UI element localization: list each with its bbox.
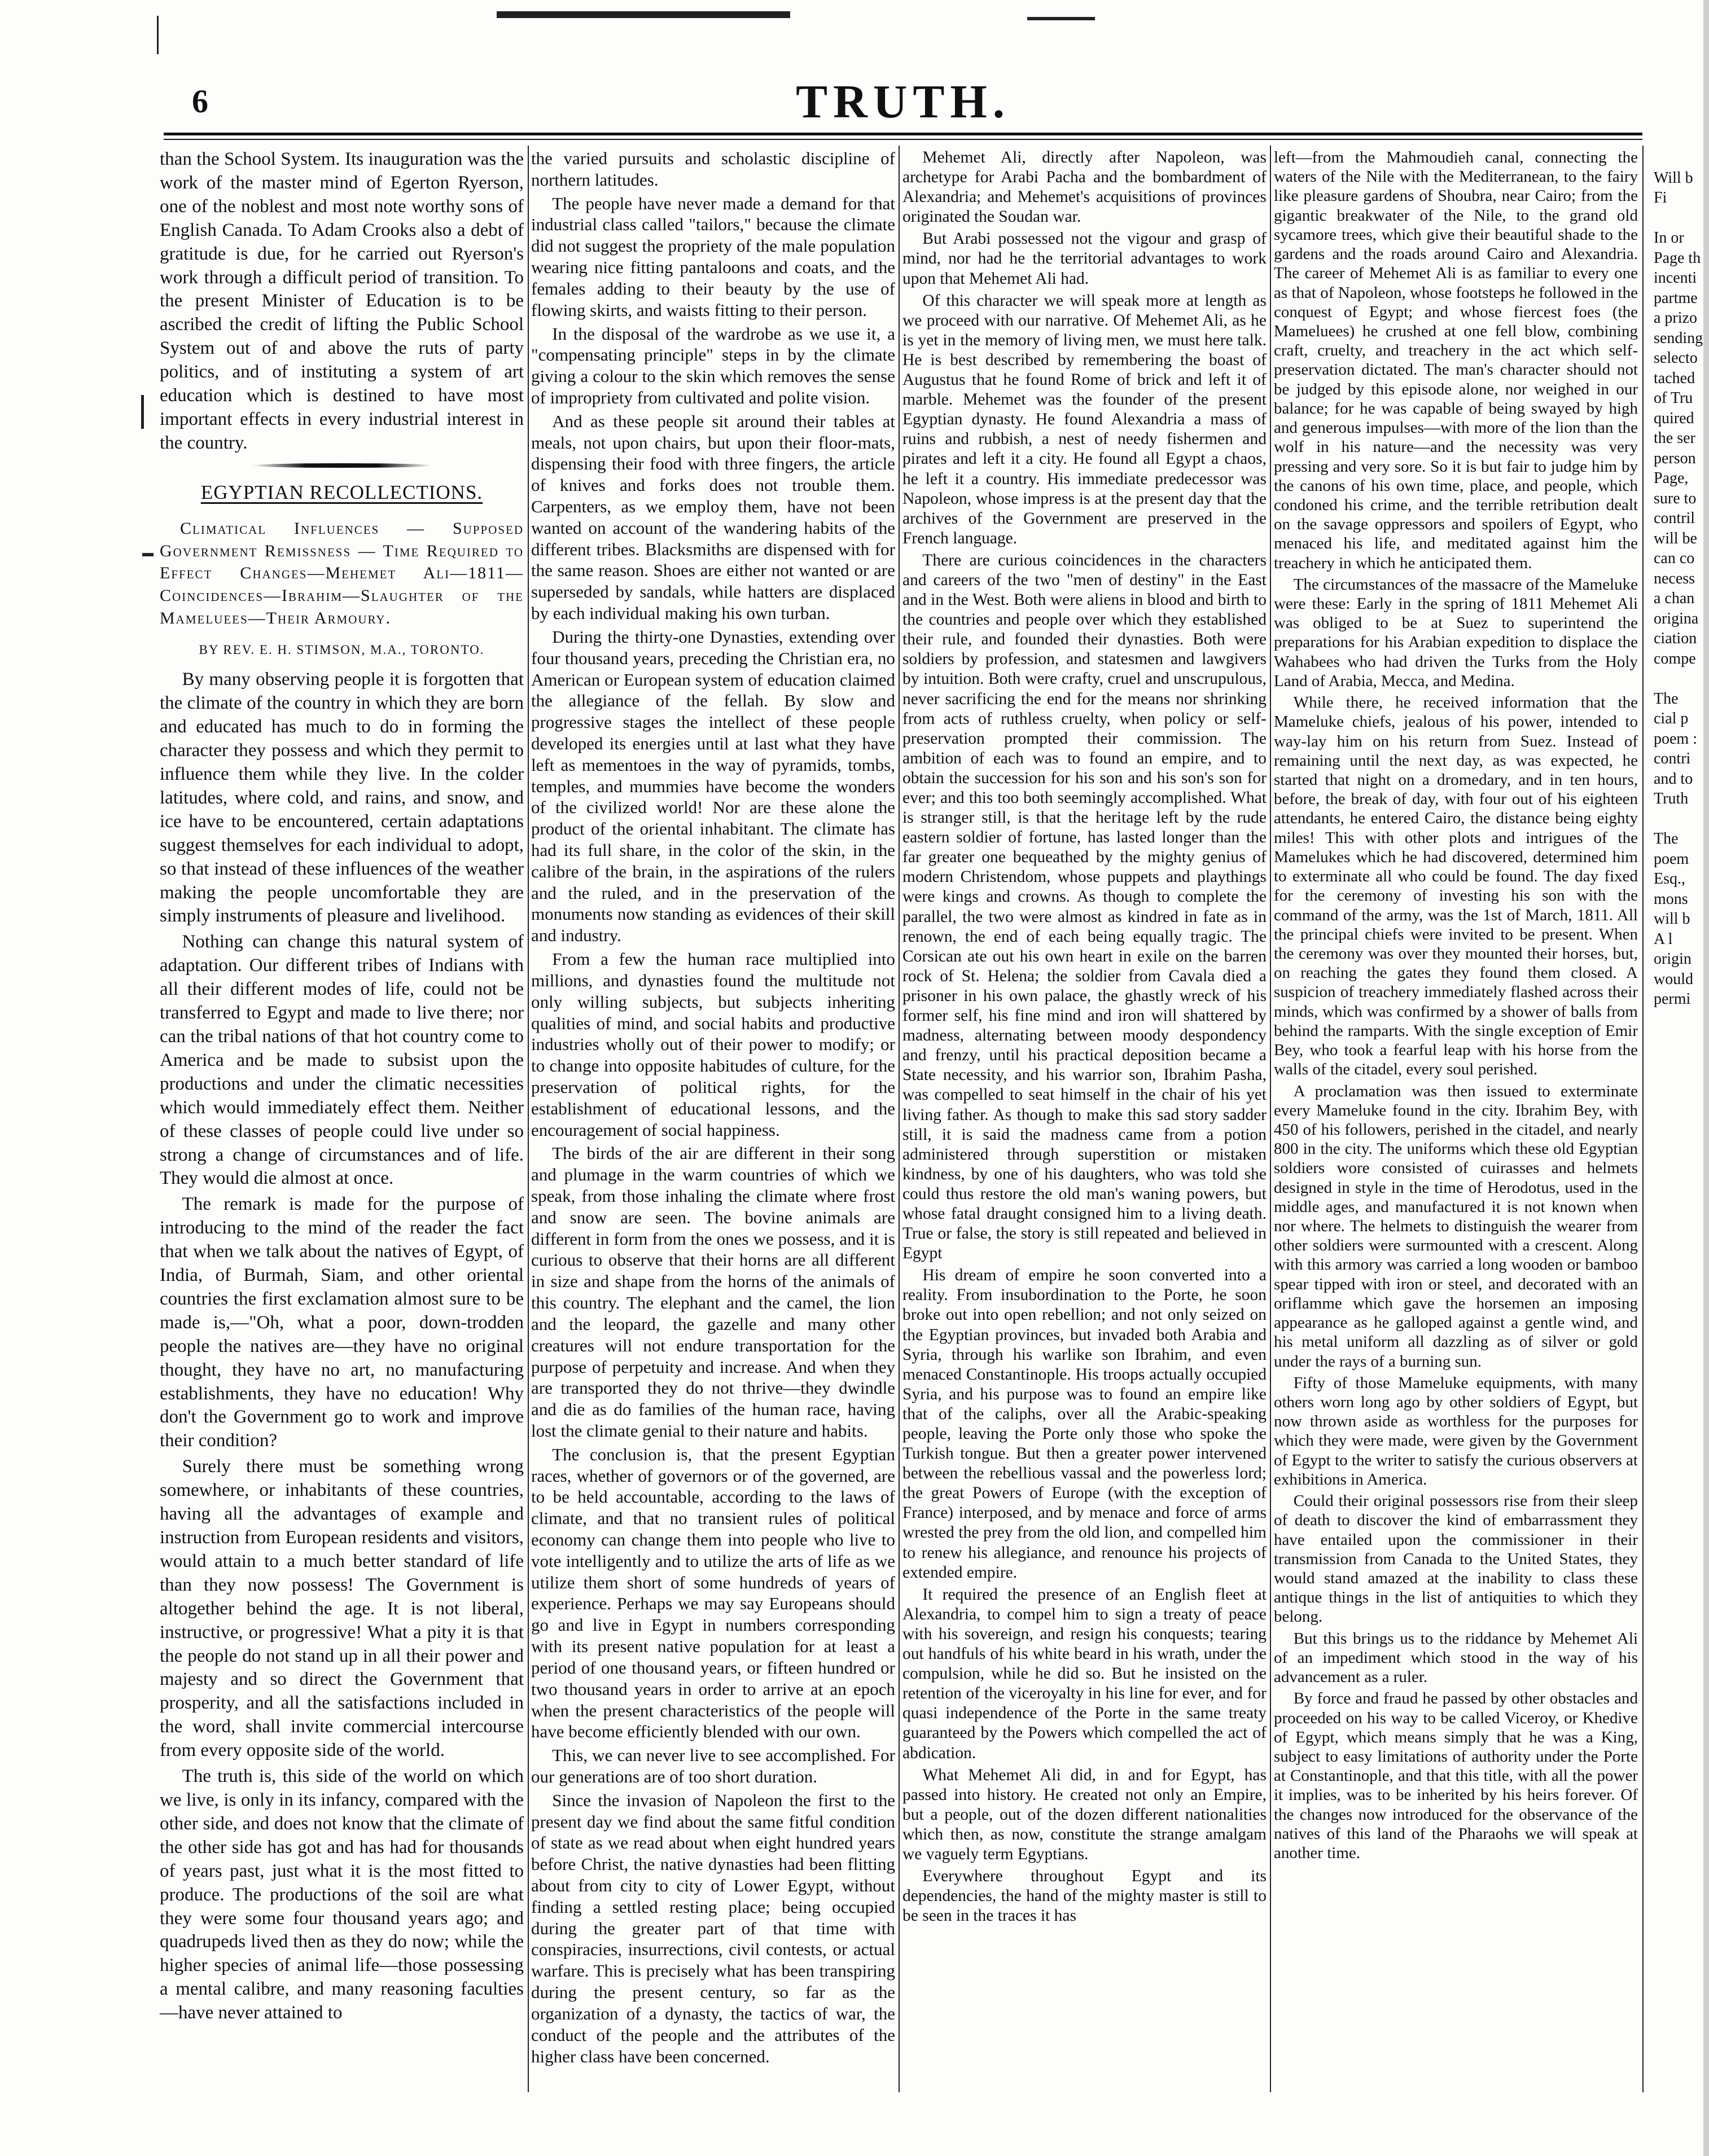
section-divider — [252, 463, 432, 468]
paragraph: Mehemet Ali, directly after Napoleon, was archetype for Arabi Pacha and the bombardment of Alexandria; and Mehemet's acquisitions of provinces originated the Soudan war. — [902, 148, 1267, 226]
article-byline: BY REV. E. H. STIMSON, M.A., TORONTO. — [199, 643, 485, 657]
neighbor-fragment: quired — [1654, 409, 1694, 427]
paragraph: Could their original possessors rise from their sleep of death to discover the kind of embarrassment they have entailed upon the commissioner in their transmission from Canada to the United States, they would stand amazed at the inability to class these antique things in the list of antiquities to which they belong. — [1274, 1492, 1638, 1626]
article-subheads: Climatical Influences — Supposed Government Remissness — Time Required to Effect Changes—Mehemet Ali—1811—Coincidences—Ibrahim—Slaughter of the Mameluees—Their Armoury. — [160, 519, 524, 627]
paragraph: The people have never made a demand for that industrial class called "tailors," because the climate did not suggest the propriety of the male population wearing nice fitting pantaloons and coats, and the females adding to their beauty by the use of flowing skirts, and waists fitting to their person. — [531, 193, 895, 320]
scan-mark-top-left — [157, 16, 159, 54]
paragraph: The truth is, this side of the world on which we live, is only in its infancy, compared with the other side, and does not know that the climate of the other side has got and has had for thousands of years past, just what it is the most fitted to produce. The productions of the soil are what they were some four thousand years ago; and quadrupeds lived then as they do now; while the higher species of animal life—those possessing a mental calibre, and many reasoning faculties—have never attained to — [160, 1766, 524, 2023]
header-rule-thin — [164, 139, 1642, 140]
neighbor-fragment: poem — [1654, 850, 1689, 868]
neighbor-fragment: of Tru — [1654, 389, 1693, 407]
neighbor-fragment: cial p — [1654, 710, 1689, 727]
column-1 — [160, 148, 524, 2089]
neighbor-fragment: and to — [1654, 770, 1693, 788]
neighbor-fragment — [1654, 809, 1709, 829]
paragraph: Of this character we will speak more at length as we proceed with our narrative. Of Mehemet Ali, as he is yet in the memory of living men, we must here talk. He is best described by remembering the boast of Augustus that he found Rome of brick and left it of marble. Mehemet was the founder of the present Egyptian dynasty. He found Alexandria a mass of ruins and rubbish, a nest of needy fishermen and pirates and left it a city. He found all Egypt a chaos, he left it a country. His immediate predecessor was Napoleon, whose impress is at the present day that the archives of the Government are preserved in the French language. — [902, 291, 1267, 547]
neighbor-fragment: origin — [1654, 950, 1692, 968]
header-rule-thick — [164, 133, 1642, 135]
paragraph: From a few the human race multiplied into millions, and dynasties found the multitude not only willing subjects, but subjects inheriting qualities of mind, and social habits and productive industries wholly out of their power to modify; or to change into opposite habitudes of culture, for the preservation of political rights, for the establishment of educational lessons, and the encouragement of social happiness. — [531, 949, 895, 1140]
paragraph: The remark is made for the purpose of introducing to the mind of the reader the fact that when we talk about the natives of Egypt, of India, of Burmah, Siam, and other oriental countries the first exclamation almost sure to be made is,—"Oh, what a poor, down-trodden people the natives are—they have no original thought, they have no art, no manufacturing establishments, they have no education! Why don't the Government go to work and improve their condition? — [160, 1194, 524, 1451]
neighbor-fragment — [1654, 669, 1709, 689]
paragraph: And as these people sit around their tables at meals, not upon chairs, but upon their floor-mats, dispensing their food with three fingers, the article of knives and forks does not trouble them. Carpenters, as we employ them, have not been wanted on account of the wandering habits of the different tribes. Blacksmiths are dispensed with for the same reason. Shoes are either not wanted or are superseded by sandals, while hatters are displaced by each individual making his own turban. — [531, 411, 895, 623]
paragraph: There are curious coincidences in the characters and careers of the two "men of destiny" in the East and in the West. Both were aliens in blood and birth to the countries and people over which they established their rule, and founded their dynasties. Both were soldiers by profession, and statesmen and lawgivers by intuition. Both were crafty, cruel and unscrupulous, never sacrificing the end for the means nor shrinking from acts of ruthless cruelty, when policy or self-preservation prompted their commission. The ambition of each was to found an empire, and to obtain the succession for his son and his son's son for ever; and this too both seemingly accomplished. What is stranger still, is that the heritage left by the rude eastern soldier of fortune, has lasted longer than the far greater one bequeathed by the mighty genius of modern Christendom, whose puppets and playthings were kings and crowns. As though to complete the parallel, the two were almost as kindred in fate as in renown, the end of each being equally tragic. The Corsican ate out his own heart in exile on the barren rock of St. Helena; the soldier from Cavala died a prisoner in his own palace, the ghastly wreck of his former self, his fine mind and iron will shattered by madness, alternating between moody despondency and frenzy, until his practical deposition became a State necessity, and his warrior son, Ibrahim Pasha, was compelled to seat himself in the chair of his yet living father. As though to make this sad story sadder still, it is said the madness came from a potion administered through superstition or mistaken kindness, by one of his daughters, who was told she could thus restore the old man's waning powers, but whose fatal draught consigned him to a living death. True or false, the story is still repeated and believed in Egypt — [902, 551, 1267, 1263]
intro-paragraph: than the School System. Its inauguration was the work of the master mind of Egerton Ryerson, one of the noblest and most note worthy sons of English Canada. To Adam Crooks also a debt of gratitude is due, for he carried out Ryerson's work through a difficult period of transition. To the present Minister of Education is to be ascribed the credit of lifting the Public School System out of and above the ruts of party politics, and of instituting a system of art education which is destined to have most important effects in every industrial interest in the country. — [160, 149, 524, 453]
column-rule-1 — [528, 146, 529, 2092]
neighbor-fragment — [1654, 208, 1709, 229]
neighbor-fragment — [1654, 148, 1709, 168]
paragraph: The birds of the air are different in their song and plumage in the warm countries of which we speak, from those inhaling the climate where frost and snow are seen. The bovine animals are different in form from the ones we possess, and it is curious to observe that their horns are all different in size and shape from the horns of the animals of this country. The elephant and the camel, the lion and the leopard, the gazelle and many other creatures will not endure transportation for the purpose of perpetuity and increase. And when they are transported they do not thrive—they dwindle and die as do families of the human race, having lost the climate genial to their nature and habits. — [531, 1143, 895, 1441]
neighbor-page-strip — [1654, 148, 1709, 1008]
paragraph: Nothing can change this natural system of adaptation. Our different tribes of Indians with all their different modes of life, could not be transferred to Egypt and made to live there; nor can the tribal nations of that hot country come to America and be made to subsist upon the productions and under the climatic necessities which would immediately effect them. Neither of these classes of people could live under so strong a change of circumstances and of life. They would die almost at once. — [160, 932, 524, 1189]
page-number: 6 — [192, 83, 208, 120]
paragraph: Fifty of those Mameluke equipments, with many others worn long ago by other soldiers of Egypt, but now thrown aside as worthless for the purposes for which they were made, were given by the Government of Egypt to the writer to satisfy the curious observers at exhibitions in America. — [1274, 1373, 1638, 1488]
neighbor-fragment: selecto — [1654, 349, 1698, 367]
neighbor-fragment: permi — [1654, 990, 1691, 1008]
paragraph: Since the invasion of Napoleon the first to the present day we find about the same fitful condition of state as we read about when eight hundred years before Christ, the native dynasties had been flitting about from city to city of Lower Egypt, without finding a settled resting place; being occupied during the greater part of that time with conspiracies, insurrections, civil contests, or actual warfare. This is precisely what has been transpiring during the present century, so far as the organization of a dynasty, the tactics of war, the conduct of the people and the attributes of the higher class have been concerned. — [531, 1790, 895, 2066]
paragraph: Surely there must be something wrong somewhere, or inhabitants of these countries, having all the advantages of example and instruction from European residents and visitors, would attain to a much better standard of life than they now possess! The Government is altogether behind the age. It is not liberal, instructive, or progressive! What a pity it is that the people do not stand up in all their power and majesty and so direct the Government that prosperity, and all the satisfactions included in the word, shall invite commercial intercourse from every opposite side of the world. — [160, 1456, 524, 1761]
neighbor-fragment: contri — [1654, 750, 1691, 767]
masthead-title: TRUTH. — [796, 76, 1010, 128]
paragraph: It required the presence of an English fleet at Alexandria, to compel him to sign a treaty of peace with his sovereign, and resign his conquests; tearing out handfuls of his white beard in his wrath, under the compulsion, while he did so. But he insisted on the retention of the viceroyalty in his line for ever, and for quasi independence of the Porte in the same treaty guaranteed by the Powers which compelled the act of abdication. — [902, 1585, 1267, 1762]
neighbor-fragment: Esq., — [1654, 870, 1685, 888]
column-rule-4 — [1642, 146, 1644, 2092]
neighbor-fragment: would — [1654, 970, 1693, 988]
paragraph: left—from the Mahmoudieh canal, connecting the waters of the Nile with the Mediterranean, to the fairy like pleasure gardens of Shoubra, near Cairo; from the gigantic breakwater of the Nile, to the grand old sycamore trees, which give their beautiful shade to the gardens and the roads around Cairo and Alexandria. The career of Mehemet Ali is as familiar to every one as that of Napoleon, whose footsteps he followed in the conquest of Egypt; and whose fiercest foes (the Mameluees) he crushed at one fell blow, combining craft, cruelty, and treachery in the act which self-preservation dictated. The man's character should not be judged by this episode alone, nor weighed in our balance; for he was capable of being swayed by high and generous impulses—with more of the lion than the wolf in his nature—and the necessity was very pressing and very sore. So it is but fair to judge him by the canons of his own time, place, and people, which condoned his crime, and the terrible retribution dealt on the savage oppressors and spoilers of Egypt, who menaced his life, and meditated against him the treachery in which he anticipated them. — [1274, 148, 1638, 572]
neighbor-fragment: Page, — [1654, 469, 1689, 487]
paragraph: But Arabi possessed not the vigour and grasp of mind, nor had he the territorial advantages to work upon that Mehemet Ali had. — [902, 230, 1267, 288]
neighbor-fragment: sending — [1654, 329, 1703, 347]
scan-mark-left-2 — [142, 553, 154, 556]
paragraph: In the disposal of the wardrobe as we use it, a "compensating principle" steps in by the climate giving a colour to the skin which removes the sense of impropriety from cultivated and polite vision. — [531, 323, 895, 407]
neighbor-fragment: will be — [1654, 529, 1697, 547]
neighbor-fragment: compe — [1654, 649, 1696, 668]
paragraph: Everywhere throughout Egypt and its dependencies, the hand of the mighty master is still to be seen in the traces it has — [902, 1867, 1267, 1925]
paragraph: During the thirty-one Dynasties, extending over four thousand years, preceding the Christian era, no American or European system of education claimed the allegiance of the fellah. By slow and progressive stages the intellect of these people developed its energies until at last what they have left as mementoes in the way of pyramids, tombs, temples, and mummies have become the wonders of the civilized world! Nor are these alone the product of the oriental inhabitant. The climate has had its full share, in the color of the skin, in the calibre of the brain, in the aspirations of the rulers and the ruled, and in the preservation of the monuments now standing as evidences of their skill and industry. — [531, 626, 895, 946]
neighbor-fragment: incenti — [1654, 269, 1697, 287]
column-rule-2 — [899, 146, 900, 2092]
neighbor-fragment: can co — [1654, 550, 1695, 567]
column-rule-3 — [1270, 146, 1271, 2092]
neighbor-fragment: ciation — [1654, 630, 1697, 647]
paragraph: the varied pursuits and scholastic discipline of northern latitudes. — [531, 148, 895, 190]
column-3 — [902, 148, 1267, 2089]
neighbor-fragment: necess — [1654, 569, 1695, 587]
column-2 — [531, 148, 895, 2089]
paragraph: A proclamation was then issued to exterminate every Mameluke found in the city. Ibrahim Bey, with 450 of his followers, perished in the citadel, and nearly 800 in the city. The uniforms which these old Egyptian soldiers wore consisted of cuirasses and helmets designed in style in the time of Herodotus, used in the middle ages, and manufactured it is not known when nor where. The helmets to distinguish the wearer from other soldiers were surmounted with a crescent. Along with this armory was carried a long wooden or bamboo spear tipped with iron or steel, and decorated with an oriflamme which gave the horsemen an imposing appearance as he galloped against a gentle wind, and his metal uniform all dazzling as of silver or gold under the rays of a burning sun. — [1274, 1082, 1638, 1371]
neighbor-fragment: sure to — [1654, 489, 1697, 507]
neighbor-fragment: poem : — [1654, 730, 1697, 748]
neighbor-fragment: a chan — [1654, 590, 1695, 607]
scan-mark-top-right — [1027, 17, 1095, 20]
neighbor-fragment: Fi — [1654, 189, 1667, 207]
scan-mark-top-bar — [497, 11, 790, 18]
neighbor-fragment: The — [1654, 690, 1679, 708]
neighbor-fragment: mons — [1654, 890, 1688, 908]
paragraph: By many observing people it is forgotten that the climate of the country in which they are born and educated has much to do in forming the character they possess and which they permit to influence them while they live. In the colder latitudes, where cold, and rains, and snow, and ice have to be encountered, certain adaptations suggest themselves for each individual to adopt, so that instead of these influences of the weather making the people uncomfortable they are simply instruments of pleasure and livelihood. — [160, 669, 524, 926]
paragraph: His dream of empire he soon converted into a reality. From insubordination to the Porte, he soon broke out into open rebellion; and not only seized on the Egyptian provinces, but invaded both Arabia and Syria, through his warlike son Ibrahim, and even menaced Constantinople. His troops actually occupied Syria, and his purpose was to found an empire like that of the caliphs, over all the Arabic-speaking people, leaving the Porte only those who spoke the Turkish tongue. But then a greater power intervened between the rebellious vassal and the powerless lord; the great Powers of Europe (with the exception of France) interposed, and by menace and force of arms wrested the prey from the old lion, and compelled him to renew his allegiance, and renounce his projects of extended empire. — [902, 1266, 1267, 1582]
neighbor-fragment: In or — [1654, 229, 1684, 247]
neighbor-fragment: Page th — [1654, 249, 1701, 267]
neighbor-fragment: a prizo — [1654, 309, 1697, 327]
paragraph: The conclusion is, that the present Egyptian races, whether of governors or of the governed, are to be held accountable, according to the laws of climate, and that no transient rules of political economy can change them into people who live to vote intelligently and to utilize the arts of life as we utilize them short of some hundreds of years of experience. Perhaps we may say Europeans should go and live in Egypt in numbers corresponding with its present native population for at least a period of one thousand years, or fifteen hundred or two thousand years in order to arrive at an epoch when the present characteristics of the people will have become efficiently blended with our own. — [531, 1444, 895, 1742]
neighbor-fragment: Truth — [1654, 790, 1689, 807]
neighbor-fragment: origina — [1654, 609, 1699, 627]
column-4 — [1274, 148, 1638, 2089]
neighbor-fragment: person — [1654, 449, 1696, 467]
paragraph: What Mehemet Ali did, in and for Egypt, has passed into history. He created not only an Empire, but a people, out of the dozen different nationalities which then, as now, constitute the strange amalgam we vaguely term Egyptians. — [902, 1766, 1267, 1863]
article-title: EGYPTIAN RECOLLECTIONS. — [200, 481, 483, 503]
neighbor-fragment: partme — [1654, 289, 1698, 307]
neighbor-fragment: Will b — [1654, 169, 1693, 187]
neighbor-fragment: tached — [1654, 369, 1695, 387]
paragraph: But this brings us to the riddance by Mehemet Ali of an impediment which stood in the way of his advancement as a ruler. — [1274, 1629, 1638, 1687]
neighbor-fragment: the ser — [1654, 429, 1695, 447]
scan-mark-left-1 — [141, 395, 144, 429]
paragraph: While there, he received information that the Mameluke chiefs, jealous of his power, intended to way-lay him on his return from Suez. Instead of remaining until the next day, as was expected, he started that night on a dromedary, and in ten hours, before, the break of day, with four out of his eighteen attendants, he entered Cairo, the distance being eighty miles! This with other plots and intrigues of the Mamelukes which he had discovered, determined him to exterminate all who could be found. The day fixed for the ceremony of investing his son with the command of the army, was the 1st of March, 1811. All the principal chiefs were invited to be present. When the ceremony was over they mounted their horses, but, on reaching the gates they found them closed. A suspicion of treachery immediately flashed across their minds, which was confirmed by a shower of balls from behind the ramparts. With the single exception of Emir Bey, who took a fearful leap with his horse from the walls of the citadel, every soul perished. — [1274, 693, 1638, 1079]
neighbor-fragment: The — [1654, 830, 1679, 848]
neighbor-fragment: contril — [1654, 510, 1695, 527]
paragraph: By force and fraud he passed by other obstacles and proceeded on his way to be called Viceroy, or Khedive of Egypt, which means simply that he was a King, subject to easy limitations of authority under the Porte at Constantinople, and that this title, with all the power it implies, was to be inherited by his heirs forever. Of the changes now introduced for the observance of the natives of this land of the Pharaohs we will speak at another time. — [1274, 1689, 1638, 1863]
neighbor-fragment: will b — [1654, 910, 1690, 928]
neighbor-fragment: A l — [1654, 930, 1673, 948]
paragraph: This, we can never live to see accomplished. For our generations are of too short duration. — [531, 1745, 895, 1786]
paragraph: The circumstances of the massacre of the Mameluke were these: Early in the spring of 1811 Mehemet Ali was obliged to be at Suez to superintend the preparations for his Arabian expedition to displace the Wahabees who had driven the Turks from the Holy Land of Arabia, Mecca, and Medina. — [1274, 575, 1638, 690]
